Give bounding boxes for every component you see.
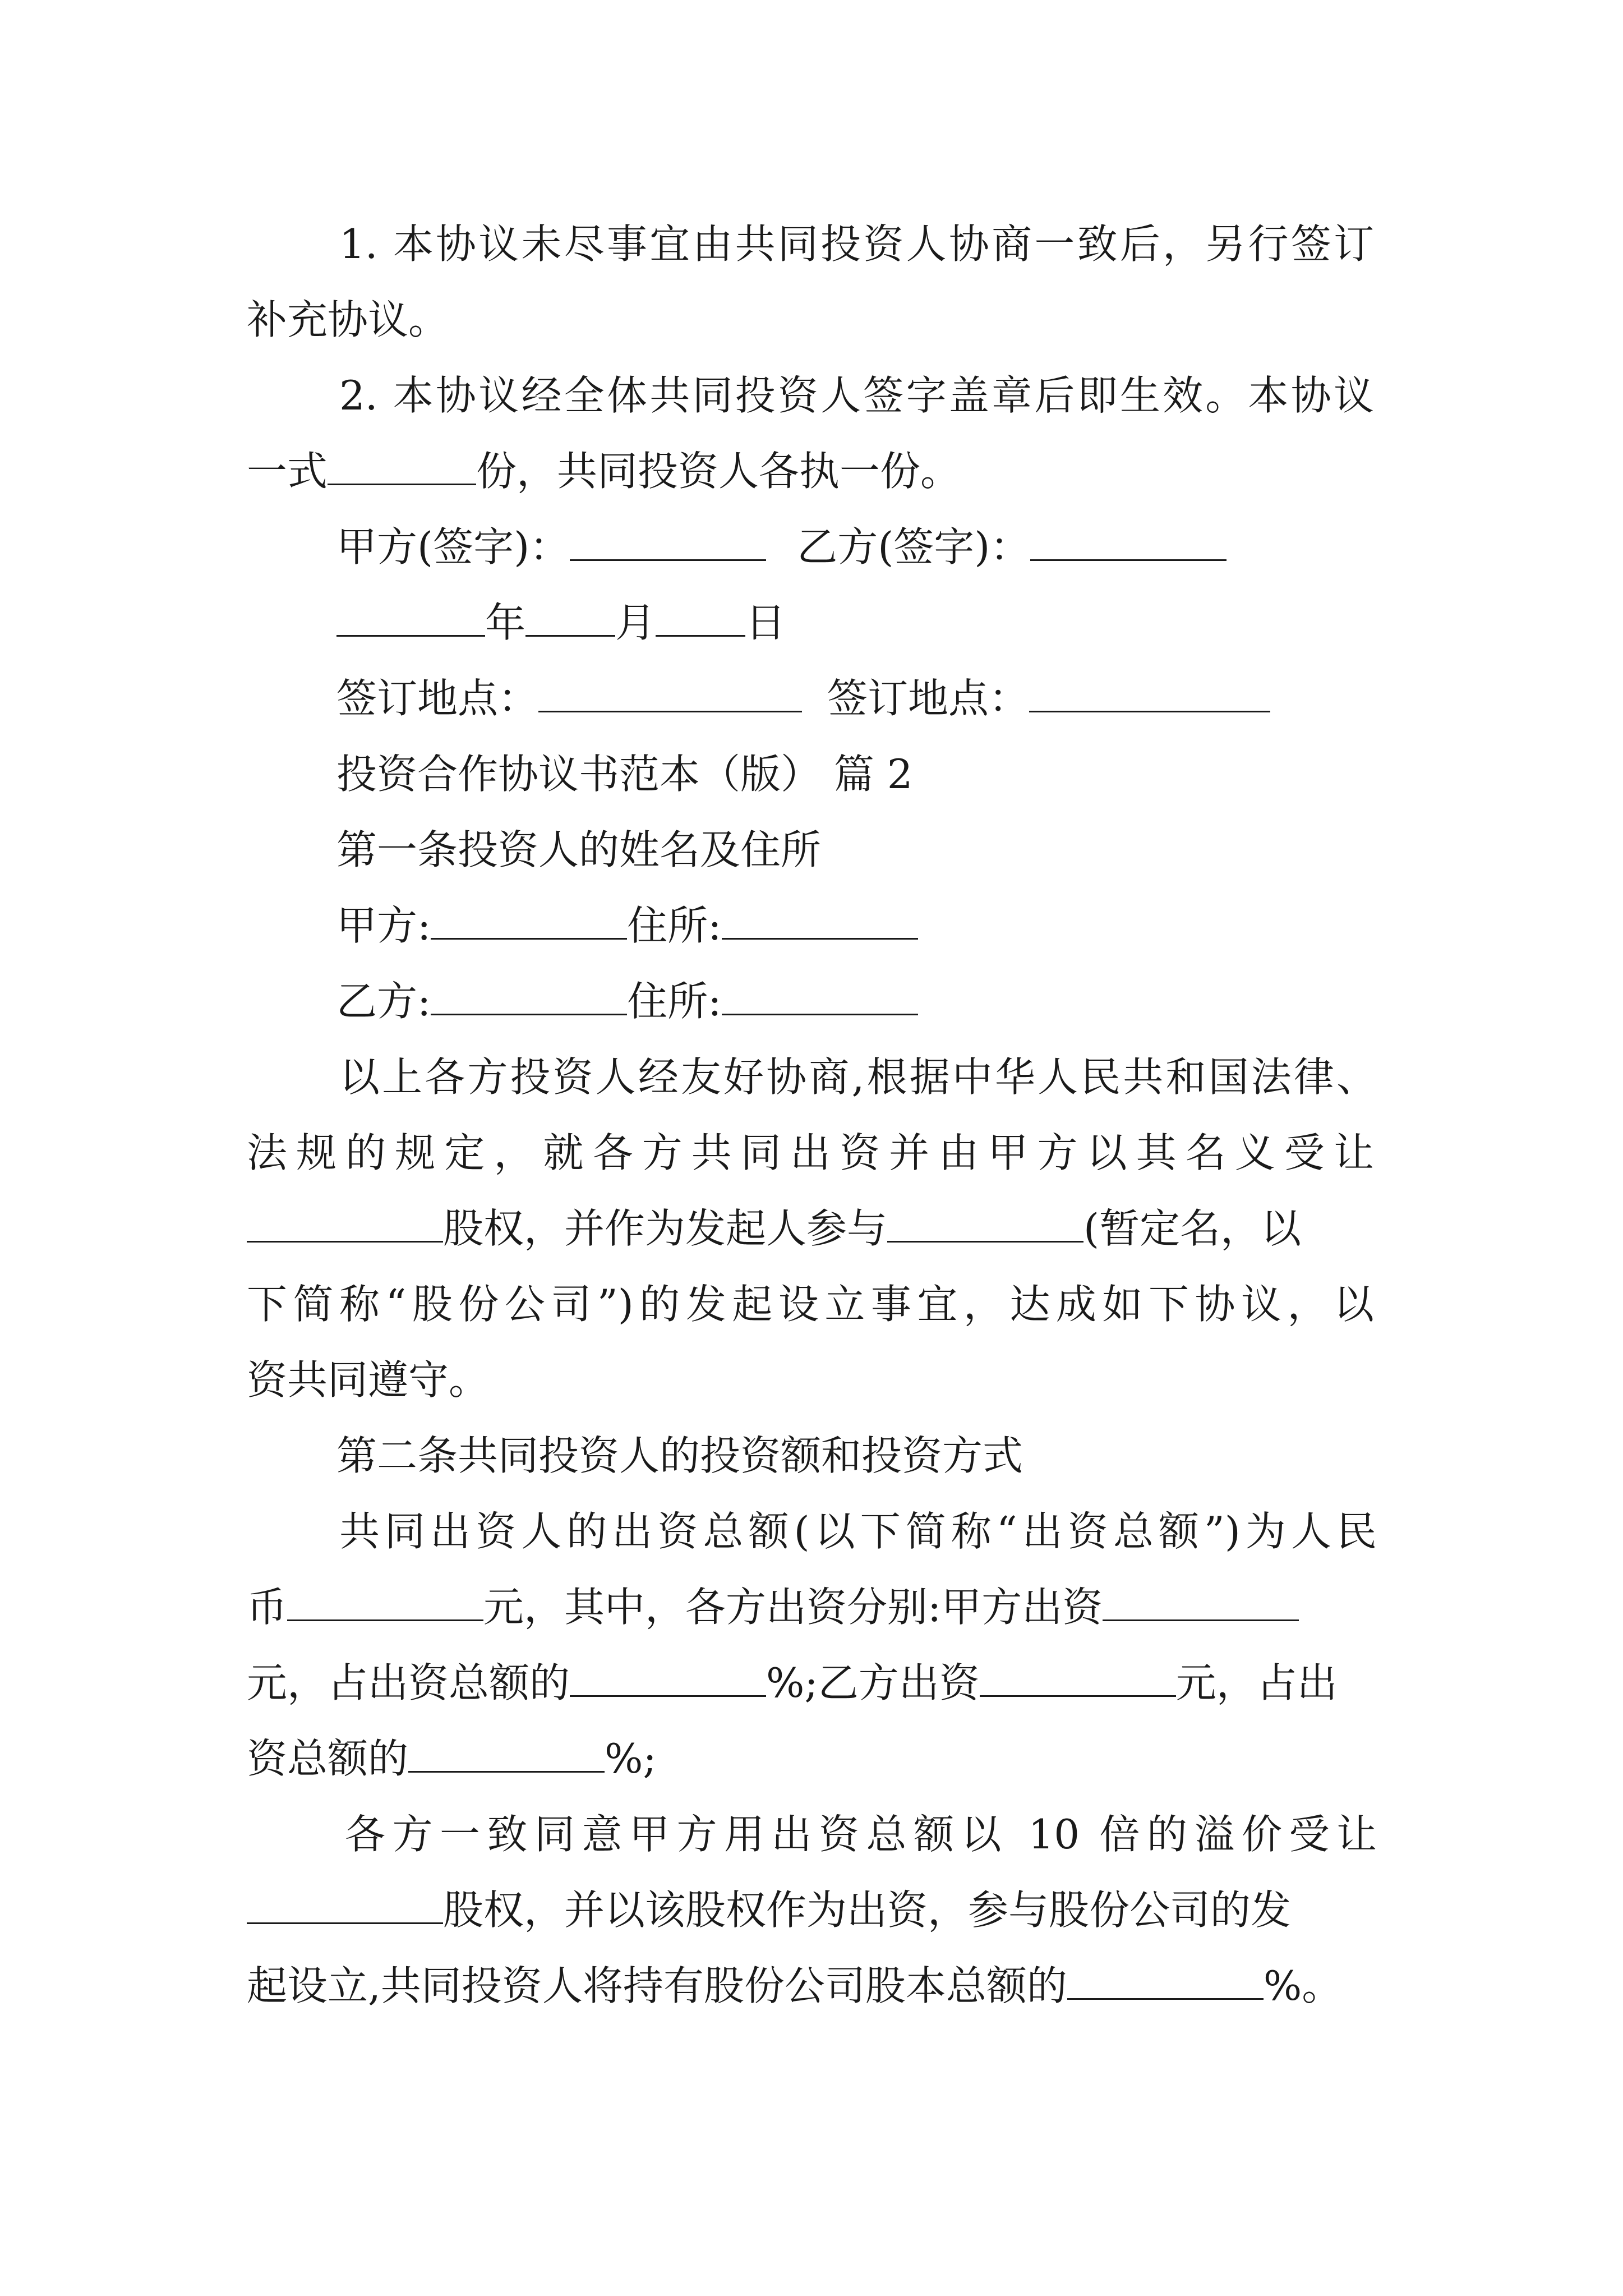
clause-2-text-1: 2. 本协议经全体共同投资人签字盖章后即生效。本协议: [339, 372, 1374, 419]
para-3-text-1: 以上各方投资人经友好协商,根据中华人民共和国法律、: [339, 1053, 1377, 1101]
section-title: [336, 735, 1623, 813]
para-3-line-1: [339, 1038, 1377, 1116]
para-4-line-3: [247, 1644, 1623, 1722]
para-4-text-4b: %;: [605, 1735, 657, 1782]
para-4-text-2a: 币: [247, 1584, 288, 1631]
para-5-text-1: 各方一致同意甲方用出资总额以 10 倍的溢价受让: [345, 1811, 1377, 1858]
clause-2-line-1: [247, 356, 1374, 435]
place-b-label: 签订地点：: [827, 675, 1030, 722]
party-a-name-blank[interactable]: [431, 937, 627, 940]
party-b-line: [336, 962, 1623, 1041]
para-5-text-2: 股权，并以该股权作为出资，参与股份公司的发: [443, 1887, 1292, 1934]
copies-label: 一式: [247, 448, 328, 495]
party-b-name-blank[interactable]: [431, 1013, 627, 1015]
clause-1-line-1: [247, 205, 1374, 283]
clause-2-line-2: [247, 432, 1623, 510]
para-4-text-2b: 元，其中，各方出资分别:甲方出资: [483, 1584, 1103, 1631]
party-b-residence-label: 住所:: [627, 978, 722, 1025]
clause-1-text-1: 1. 本协议未尽事宜由共同投资人协商一致后，另行签订: [339, 220, 1374, 268]
para-4-line-1: [339, 1492, 1377, 1571]
party-b-percent-blank[interactable]: [408, 1770, 605, 1773]
party-b-residence-blank[interactable]: [722, 1013, 918, 1015]
total-amount-blank[interactable]: [287, 1619, 483, 1621]
para-3-text-2: 法规的规定，就各方共同出资并由甲方以其名义受让: [247, 1129, 1374, 1176]
party-a-name-label: 甲方:: [336, 902, 431, 949]
para-5-text-3b: %。: [1263, 1962, 1343, 2009]
article-1-title: [336, 811, 1623, 889]
para-4-text-1: 共同出资人的出资总额(以下简称“出资总额”)为人民: [339, 1508, 1377, 1555]
date-line: [336, 583, 1623, 662]
copies-blank[interactable]: [328, 483, 476, 485]
para-5-line-2: [247, 1871, 1623, 1949]
para-4-text-4a: 资总额的: [247, 1735, 409, 1782]
para-5-line-1: [345, 1795, 1377, 1874]
year-label: 年: [485, 599, 526, 646]
para-4-text-3a: 元，占出资总额的: [247, 1659, 570, 1706]
day-label: 日: [745, 599, 786, 646]
place-a-blank[interactable]: [538, 710, 802, 712]
share-percent-blank[interactable]: [1067, 1998, 1264, 2000]
party-b-signature-blank[interactable]: [1030, 559, 1227, 561]
para-3-text-3b: (暂定名，以: [1083, 1205, 1302, 1252]
company-name-blank[interactable]: [887, 1240, 1083, 1243]
para-3-line-4: [247, 1265, 1374, 1343]
para-4-line-4: [247, 1719, 1623, 1798]
party-b-name-label: 乙方:: [336, 978, 431, 1025]
party-a-signature-label: 甲方(签字)：: [336, 523, 570, 570]
party-b-amount-blank[interactable]: [980, 1695, 1176, 1697]
para-4-text-3b: %;乙方出资: [766, 1659, 980, 1706]
clause-1-text-2: 补充协议。: [247, 296, 449, 343]
equity-blank-1[interactable]: [247, 1240, 443, 1243]
place-line: [336, 659, 1623, 738]
para-3-line-3: [247, 1189, 1623, 1268]
para-5-line-3: [247, 1947, 1623, 2025]
signature-line: [336, 508, 1623, 586]
equity-blank-2[interactable]: [247, 1922, 443, 1924]
party-a-signature-blank[interactable]: [570, 559, 766, 561]
para-4-text-3c: 元，占出: [1175, 1659, 1338, 1706]
article-1-title-text: 第一条投资人的姓名及住所: [336, 826, 822, 873]
section-title-text: 投资合作协议书范本（版） 篇 2: [336, 751, 913, 798]
para-3-text-3a: 股权，并作为发起人参与: [443, 1205, 888, 1252]
copies-text: 份，共同投资人各执一份。: [476, 448, 961, 495]
place-a-label: 签订地点：: [336, 675, 539, 722]
party-a-amount-blank[interactable]: [1103, 1619, 1299, 1621]
para-3-text-5: 资共同遵守。: [247, 1356, 490, 1404]
month-label: 月: [615, 599, 656, 646]
para-3-text-4: 下简称“股份公司”)的发起设立事宜，达成如下协议，以: [247, 1281, 1374, 1328]
para-4-line-2: [247, 1568, 1623, 1646]
place-b-blank[interactable]: [1029, 710, 1270, 712]
day-blank[interactable]: [656, 634, 745, 637]
party-b-signature-label: 乙方(签字)：: [797, 523, 1031, 570]
clause-1-line-2: [247, 280, 1623, 359]
para-3-line-2: [247, 1114, 1374, 1192]
year-blank[interactable]: [336, 634, 485, 637]
month-blank[interactable]: [525, 634, 615, 637]
party-a-residence-label: 住所:: [627, 902, 722, 949]
para-5-text-3a: 起设立,共同投资人将持有股份公司股本总额的: [247, 1962, 1067, 2009]
party-a-percent-blank[interactable]: [570, 1695, 766, 1697]
party-a-line: [336, 886, 1623, 965]
article-2-title-text: 第二条共同投资人的投资额和投资方式: [336, 1432, 1023, 1479]
article-2-title: [336, 1416, 1623, 1495]
party-a-residence-blank[interactable]: [722, 937, 918, 940]
para-3-line-5: [247, 1341, 1623, 1419]
